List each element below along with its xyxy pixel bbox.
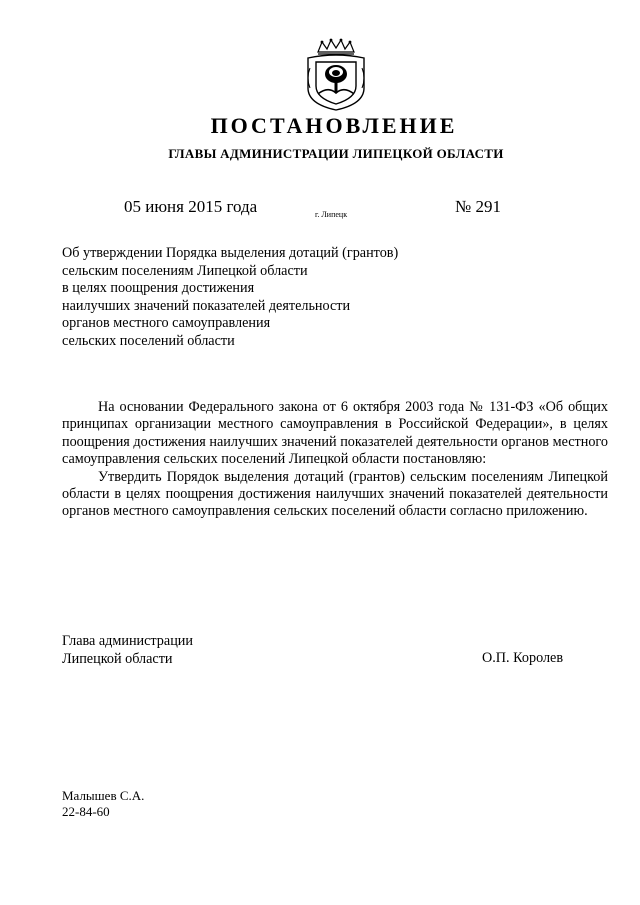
- document-title: ПОСТАНОВЛЕНИЕ: [210, 113, 458, 138]
- body-paragraph: Утвердить Порядок выделения дотаций (грантов) сельским поселениям Липецкой области в целях поощрения достижения наилучших значений показателей деятельности органов местного самоуправления сельских поселений области согласно приложению.: [62, 468, 608, 520]
- body-paragraph: На основании Федерального закона от 6 октября 2003 года № 131-ФЗ «Об общих принципах организации местного самоуправления в Российской Федерации», в целях поощрения достижения наилучших значений показателей деятельности органов местного самоуправления сельских поселений Липецкой области постановляю:: [62, 399, 608, 468]
- signature-name: О.П. Королев: [482, 650, 564, 666]
- executor-block: [62, 788, 144, 820]
- heading-line: сельским поселениям Липецкой области: [62, 262, 308, 279]
- executor-phone: 22-84-60: [62, 804, 110, 819]
- heading-line: в целях поощрения достижения: [62, 280, 255, 297]
- heading-line: Об утверждении Порядка выделения дотаций (грантов): [62, 245, 399, 261]
- coat-of-arms-icon: [302, 38, 370, 112]
- signature-position-line: Липецкой области: [62, 651, 173, 667]
- document-body: [62, 399, 608, 521]
- executor-name: Малышев С.А.: [62, 788, 145, 803]
- heading-line: наилучших значений показателей деятельности: [62, 297, 351, 314]
- heading-line: сельских поселений области: [62, 332, 235, 349]
- heading-line: органов местного самоуправления: [62, 315, 271, 332]
- document-subtitle: ГЛАВЫ АДМИНИСТРАЦИИ ЛИПЕЦКОЙ ОБЛАСТИ: [168, 146, 504, 161]
- document-number: № 291: [455, 197, 501, 216]
- coat-of-arms-emblem: [302, 38, 370, 112]
- document-city: г. Липецк: [315, 210, 348, 219]
- signature-position: [62, 632, 193, 668]
- document-date: 05 июня 2015 года: [124, 197, 258, 216]
- document-heading: [62, 245, 398, 351]
- signature-position-line: Глава администрации: [62, 633, 193, 649]
